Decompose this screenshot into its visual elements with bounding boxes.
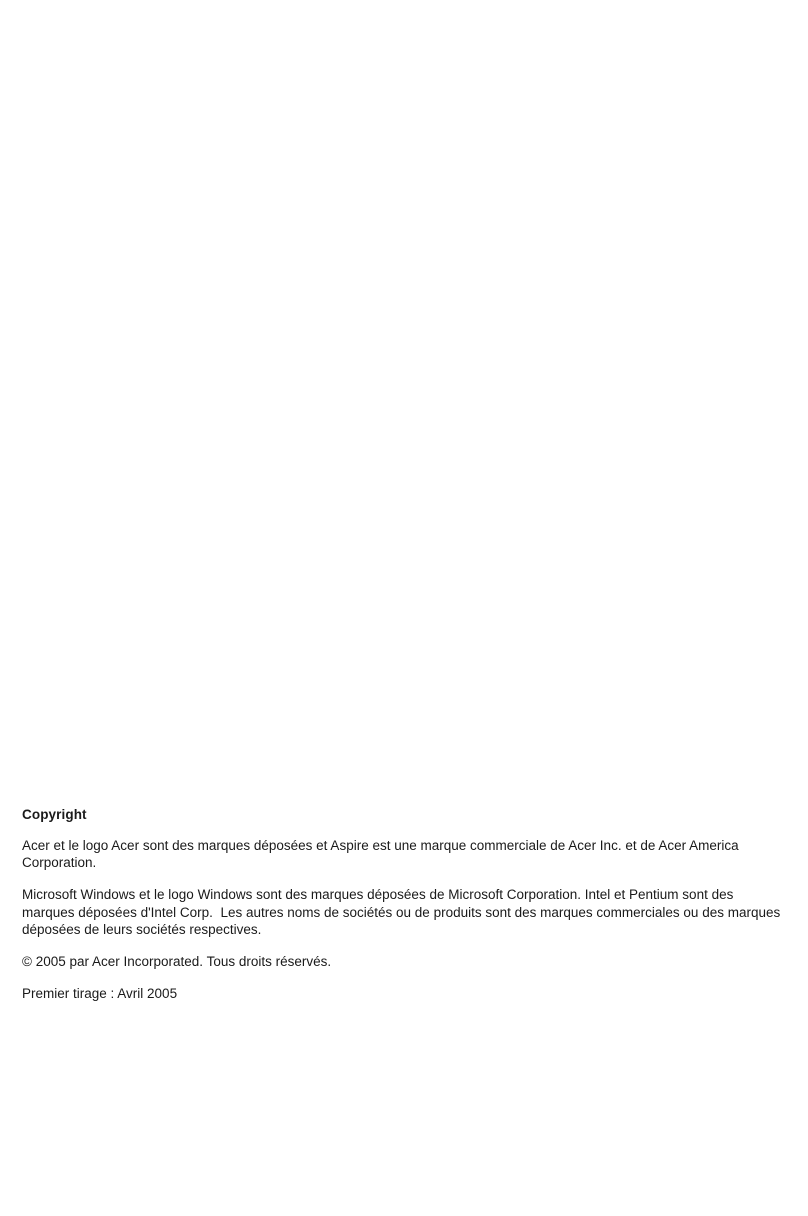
copyright-paragraph-rights-reserved: © 2005 par Acer Incorporated. Tous droits réservés. xyxy=(22,954,332,970)
page-blank-area-bottom xyxy=(0,1012,808,1216)
copyright-paragraph-trademarks-microsoft-intel: Microsoft Windows et le logo Windows sont des marques déposées de Microsoft Corporation. Intel et Pentium sont des marques déposées d'Intel Corp. Les autres noms de sociétés ou de produits sont des marques commerciales ou des marques déposées de leurs sociétés respectives. xyxy=(22,887,784,937)
copyright-notice-block xyxy=(22,806,788,1002)
copyright-paragraph-first-printing: Premier tirage : Avril 2005 xyxy=(22,986,178,1002)
copyright-heading: Copyright xyxy=(22,807,87,822)
copyright-paragraph-trademarks-acer: Acer et le logo Acer sont des marques déposées et Aspire est une marque commerciale de Acer Inc. et de Acer America Corporation. xyxy=(22,838,743,871)
